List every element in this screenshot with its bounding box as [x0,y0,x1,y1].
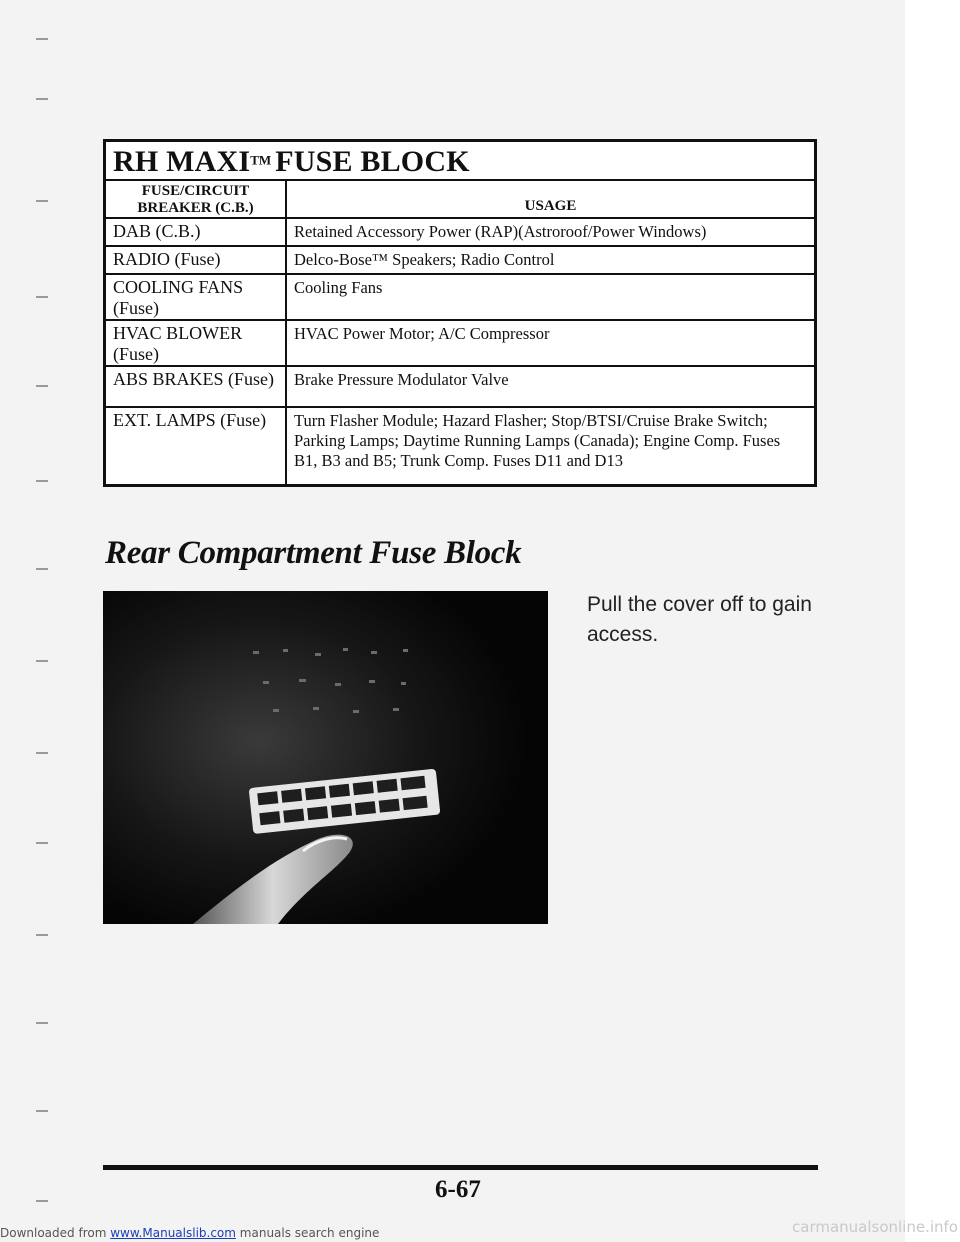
header-fuse-line1: FUSE/CIRCUIT [141,183,250,199]
fuse-block-photo-graphic [103,591,548,924]
section-title: Rear Compartment Fuse Block [105,535,522,571]
watermark-text: carmanualsonline.info [792,1218,958,1236]
header-usage: USAGE [286,180,816,218]
usage-cell: Brake Pressure Modulator Valve [286,366,816,407]
section-body-text: Pull the cover off to gain access. [587,593,812,646]
edge-tick-marks [0,0,60,1242]
table-row [105,320,816,366]
fuse-cell: ABS BRAKES (Fuse) [105,366,287,407]
table-header-row [105,180,816,218]
table-title-row [105,141,816,181]
usage-cell: Cooling Fans [286,274,816,320]
table-title [105,141,816,181]
usage-cell: Delco-Bose™ Speakers; Radio Control [286,246,816,274]
usage-cell: Turn Flasher Module; Hazard Flasher; Stop/BTSI/Cruise Brake Switch; Parking Lamps; Daytime Running Lamps (Canada); Engine Comp. Fuses B1, B3 and B5; Trunk Comp. Fuses D11 and D13 [286,407,816,485]
fuse-cell: HVAC BLOWER (Fuse) [105,320,287,366]
header-fuse-line2: BREAKER (C.B.) [137,200,254,216]
header-fuse-circuit-breaker [105,180,287,218]
download-footer [0,1226,379,1240]
table-row [105,407,816,485]
manualslib-link[interactable]: www.Manualslib.com [110,1226,236,1240]
table-row [105,274,816,320]
table-title-text: RH MAXI [113,145,251,178]
fuse-cell: DAB (C.B.) [105,218,287,246]
page-number: 6-67 [435,1176,481,1203]
footer-rule [103,1165,818,1170]
fuse-cell: EXT. LAMPS (Fuse) [105,407,287,485]
fuse-cell: RADIO (Fuse) [105,246,287,274]
fuse-cell: COOLING FANS (Fuse) [105,274,287,320]
fuse-block-photo [103,591,548,924]
rh-maxi-fuse-table [103,139,817,487]
footer-prefix: Downloaded from [0,1226,107,1240]
usage-cell: Retained Accessory Power (RAP)(Astroroof/Power Windows) [286,218,816,246]
trademark-mark: TM [250,152,272,168]
table-title-suffix: FUSE BLOCK [275,145,470,178]
footer-suffix: manuals search engine [239,1226,380,1240]
table-row [105,246,816,274]
usage-cell: HVAC Power Motor; A/C Compressor [286,320,816,366]
table-row [105,218,816,246]
table-row [105,366,816,407]
